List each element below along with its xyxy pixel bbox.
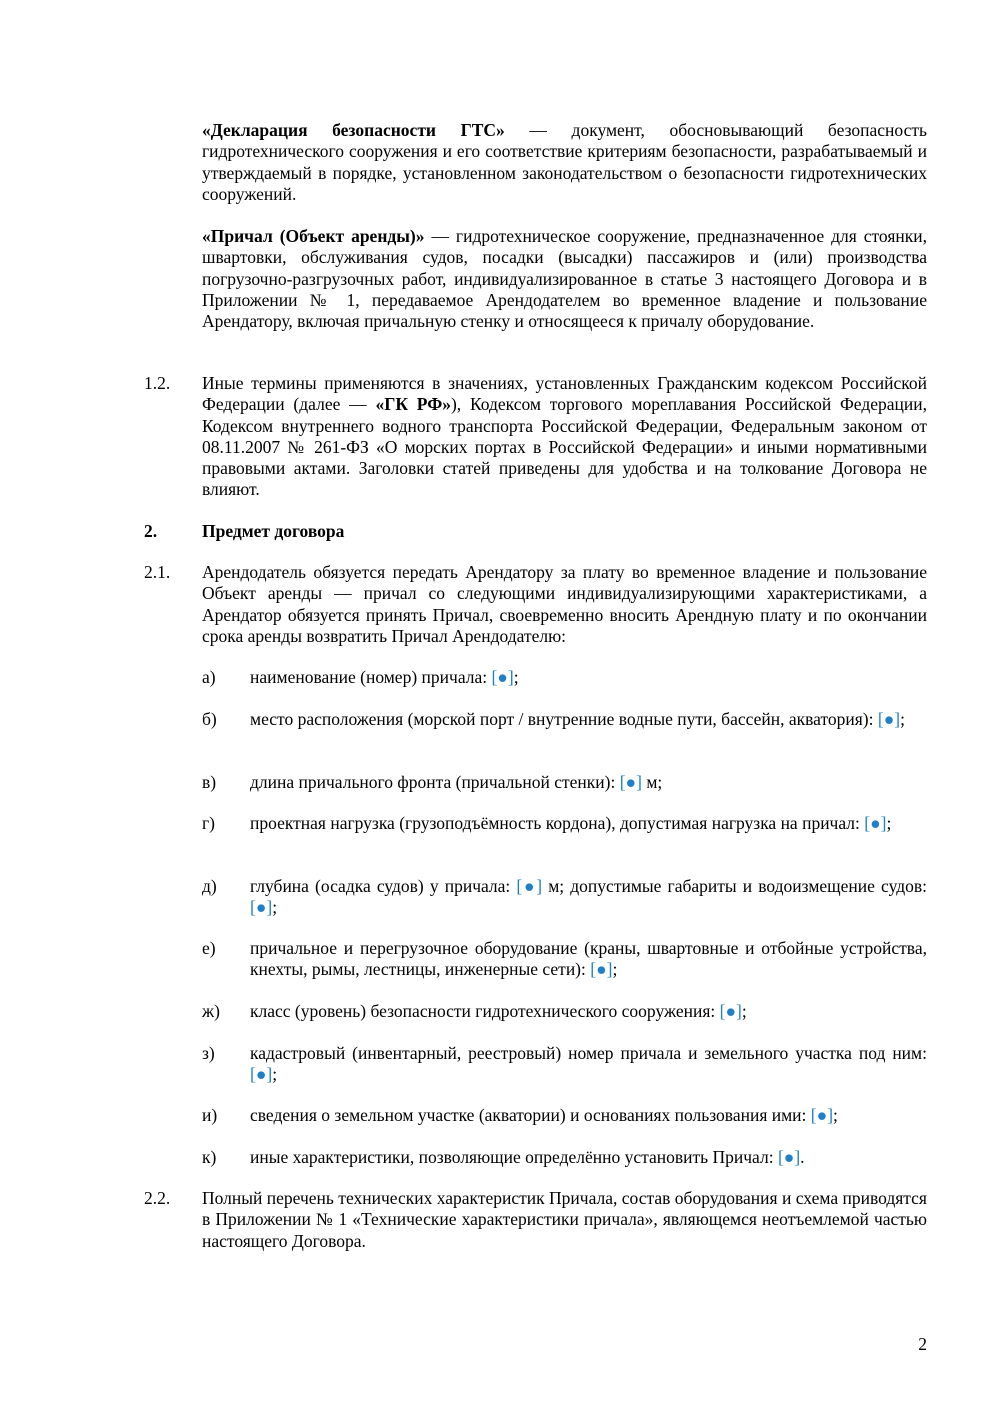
list-item-text: место расположения (морской порт / внутренние водные пути, бассейн, акватория): <box>250 709 878 729</box>
placeholder-mark: [●] <box>491 667 514 687</box>
list-item <box>250 1147 927 1168</box>
list-item <box>250 938 927 981</box>
clause-1-2-text <box>202 373 927 501</box>
list-item-text-middle: м; допустимые габариты и водоизмещение судов: <box>542 876 927 896</box>
list-item-text: сведения о земельном участке (акватории) и основаниях пользования ими: <box>250 1105 811 1125</box>
list-item-letter: и) <box>202 1105 218 1125</box>
placeholder-mark: [●] <box>877 709 901 729</box>
clause-1-2-text-before: Иные термины применяются в значениях, установленных Гражданским кодексом Российской Федерации (далее — <box>202 373 927 415</box>
definition-gts <box>202 120 927 205</box>
clause-2-2-number: 2.2. <box>144 1188 171 1208</box>
list-item-letter: д) <box>202 876 217 896</box>
definition-berth <box>202 226 927 332</box>
clause-2-1-number: 2.1. <box>144 562 171 582</box>
list-item-text: класс (уровень) безопасности гидротехнического сооружения: <box>250 1001 720 1021</box>
definition-gts-term: «Декларация безопасности ГТС» <box>202 120 505 140</box>
list-item-text: кадастровый (инвентарный, реестровый) номер причала и земельного участка под ним: <box>250 1043 927 1063</box>
list-item-letter: г) <box>202 813 216 833</box>
list-item-letter: б) <box>202 709 217 729</box>
definition-berth-text: — гидротехническое сооружение, предназначенное для стоянки, швартовки, обслуживания судов, посадки (высадки) пассажиров и (или) производства погрузочно-разгрузочных работ, индивидуализированное в статье 3 настоящего Договора и в Приложении № 1, передаваемое Арендодателем во временное владение и пользование Арендатору, включая причальную стенку и относящееся к причалу оборудование. <box>202 226 927 332</box>
placeholder-mark: [●] <box>619 772 642 792</box>
list-item-text: длина причального фронта (причальной стенки): <box>250 772 620 792</box>
list-item-text-end: ; <box>272 897 278 918</box>
placeholder-mark: [●] <box>516 876 543 896</box>
clause-2-2-text: Полный перечень технических характеристик Причала, состав оборудования и схема приводятся в Приложении № 1 «Технические характеристики причала», являющемся неотъемлемой частью настоящего Договора. <box>202 1188 927 1251</box>
list-item-text-end: ; <box>513 667 519 687</box>
list-item-text: причальное и перегрузочное оборудование (краны, швартовные и отбойные устройства, кнехты, рымы, лестницы, инженерные сети): <box>250 938 927 980</box>
clause-1-2-text-after: ), Кодексом торгового мореплавания Российской Федерации, Кодексом внутреннего водного транспорта Российской Федерации, Федеральным законом от 08.11.2007 № 261-ФЗ «О морских портах в Российской Федерации» и иными нормативными правовыми актами. Заголовки статей приведены для удобства и на толкование Договора не влияют. <box>202 394 927 500</box>
list-item-text-end: ; <box>833 1105 838 1125</box>
placeholder-mark: [●] <box>250 1064 273 1085</box>
list-item-text-end: ; <box>900 709 905 729</box>
placeholder-mark: [●] <box>250 897 273 918</box>
list-item-text: проектная нагрузка (грузоподъёмность кордона), допустимая нагрузка на причал: <box>250 813 865 833</box>
placeholder-mark: [●] <box>590 959 613 980</box>
clause-1-2-number: 1.2. <box>144 373 171 393</box>
list-item <box>250 1105 927 1126</box>
placeholder-mark: [●] <box>810 1105 834 1125</box>
list-item-text-end: ; <box>886 813 892 833</box>
clause-2-1-text: Арендодатель обязуется передать Арендатору за плату во временное владение и пользование Объект аренды — причал со следующими индивидуализирующими характеристиками, а Арендатор обязуется принять Причал, своевременно вносить Арендную плату и по окончании срока аренды возвратить Причал Арендодателю: <box>202 562 927 646</box>
placeholder-mark: [●] <box>719 1001 742 1021</box>
list-item <box>250 772 927 793</box>
page-number: 2 <box>918 1334 927 1354</box>
list-item <box>250 813 927 834</box>
section-2-title: Предмет договора <box>202 521 345 541</box>
list-item-text: наименование (номер) причала: <box>250 667 492 687</box>
list-item <box>250 709 927 730</box>
section-2-number: 2. <box>144 521 158 541</box>
list-item-text: иные характеристики, позволяющие определённо установить Причал: <box>250 1147 778 1167</box>
list-item-letter: ж) <box>202 1001 220 1021</box>
list-item-text-end: . <box>800 1147 805 1167</box>
list-item-letter: а) <box>202 667 216 687</box>
list-item-letter: з) <box>202 1043 215 1063</box>
definition-berth-term: «Причал (Объект аренды)» <box>202 226 425 246</box>
list-item <box>250 1001 927 1022</box>
list-item <box>250 1043 927 1086</box>
list-item-text-end: ; <box>272 1064 278 1085</box>
list-item-letter: в) <box>202 772 217 792</box>
list-item-letter: е) <box>202 938 216 958</box>
placeholder-mark: [●] <box>864 813 887 833</box>
list-item <box>250 667 927 688</box>
clause-1-2-bold-term: «ГК РФ» <box>375 394 451 415</box>
list-item-text: глубина (осадка судов) у причала: <box>250 876 517 896</box>
list-item-text-end: ; <box>741 1001 747 1021</box>
list-item-text-end: м; <box>641 772 663 792</box>
list-item <box>250 876 927 919</box>
definition-gts-text: — документ, обосновывающий безопасность гидротехнического сооружения и его соответствие критериям безопасности, разрабатываемый и утверждаемый в порядке, установленном законодательством о безопасности гидротехнических сооружений. <box>202 120 927 204</box>
list-item-letter: к) <box>202 1147 217 1167</box>
list-item-text-end: ; <box>612 959 618 980</box>
placeholder-mark: [●] <box>777 1147 801 1167</box>
